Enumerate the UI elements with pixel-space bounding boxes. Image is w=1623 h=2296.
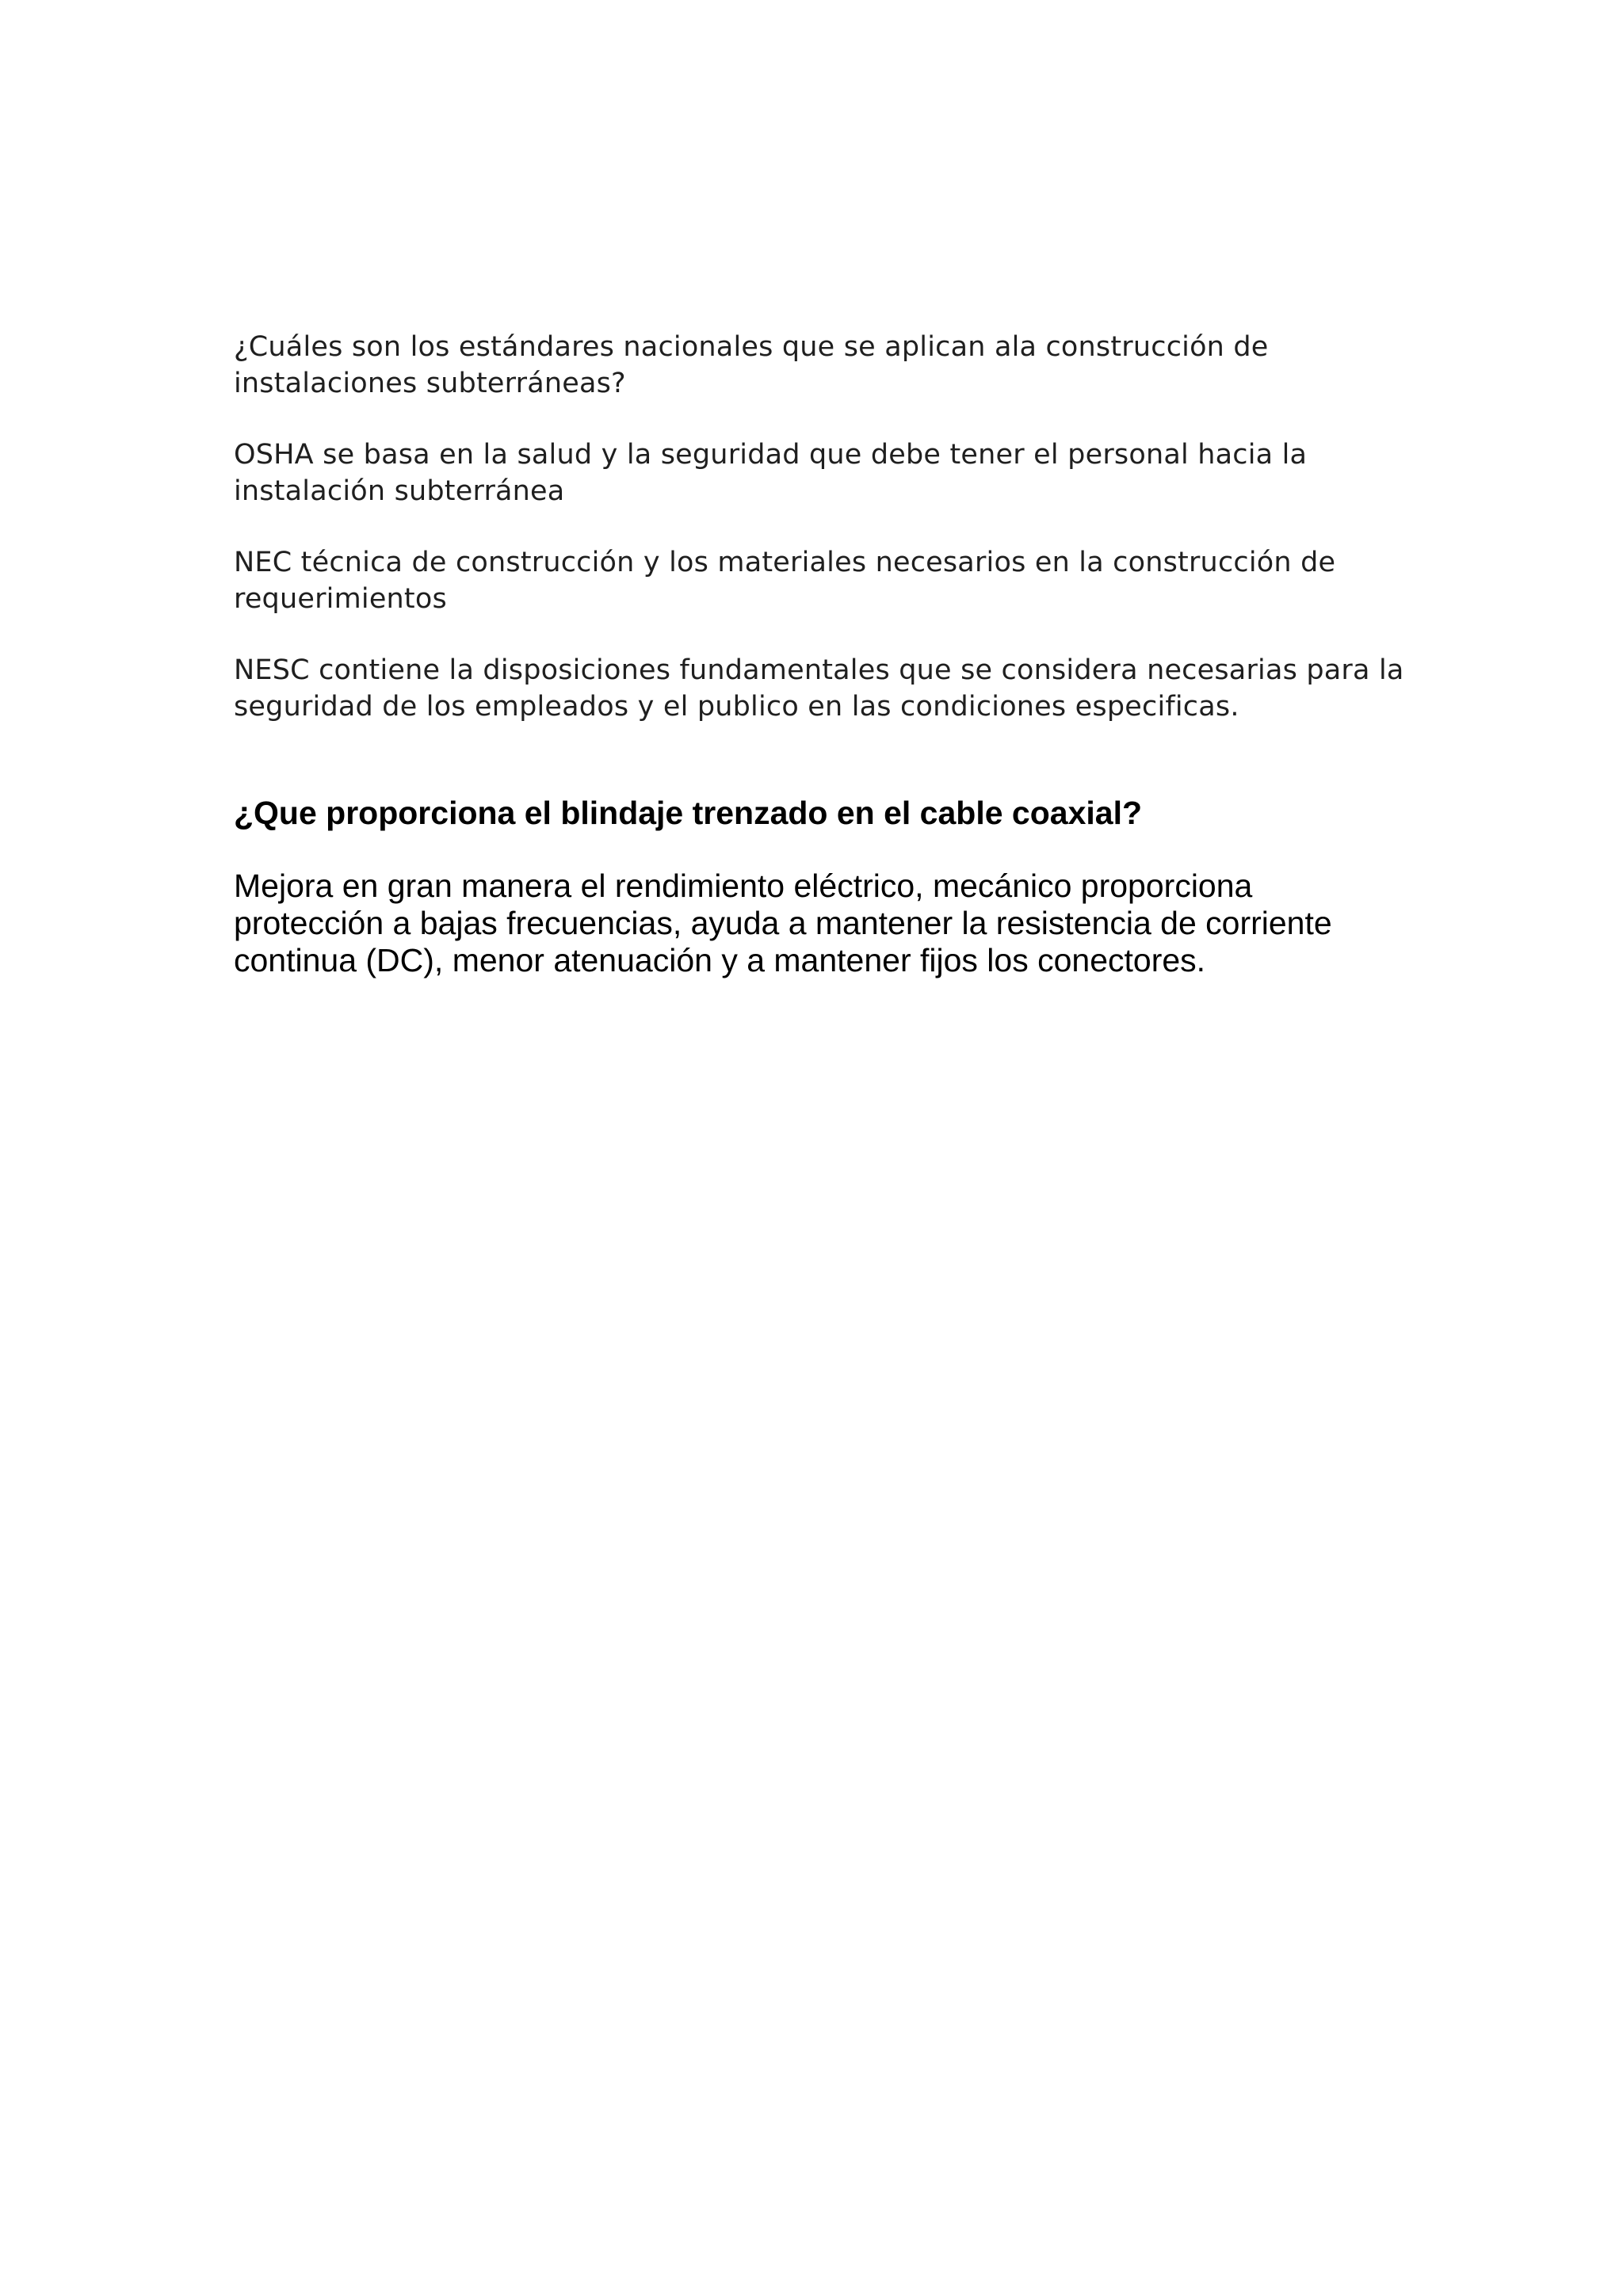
answer-coaxial-shield: Mejora en gran manera el rendimiento eléctrico, mecánico proporciona protección a bajas frecuencias, ayuda a mantener la resistencia de corriente continua (DC), menor atenuación y a mantener fijos los conectores. — [234, 868, 1332, 978]
question-standards: ¿Cuáles son los estándares nacionales que se aplican ala construcción de instalaciones subterráneas? — [234, 331, 1269, 399]
document-body — [234, 329, 1407, 979]
question-coaxial-shield: ¿Que proporciona el blindaje trenzado en el cable coaxial? — [234, 795, 1142, 831]
answer-nesc: NESC contiene la disposiciones fundamentales que se considera necesarias para la seguridad de los empleados y el publico en las condiciones especificas. — [234, 654, 1404, 723]
answer-osha: OSHA se basa en la salud y la seguridad que debe tener el personal hacia la instalación subterránea — [234, 439, 1308, 507]
answer-nec: NEC técnica de construcción y los materiales necesarios en la construcción de requerimientos — [234, 547, 1336, 615]
